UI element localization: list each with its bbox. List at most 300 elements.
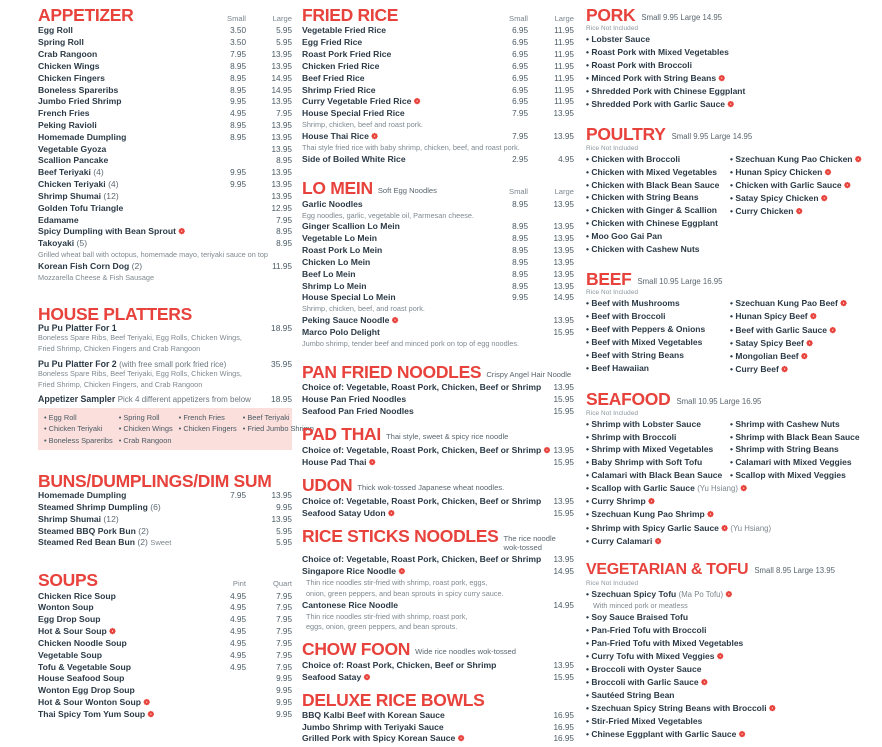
menu-item[interactable] <box>38 514 292 526</box>
menu-item[interactable] <box>302 566 574 578</box>
bullet-icon: • <box>586 205 589 216</box>
bullet-icon: • <box>586 418 589 429</box>
menu-item[interactable] <box>38 215 292 227</box>
item-name-text: Beef Fried Rice <box>302 72 365 83</box>
menu-item[interactable] <box>586 310 730 323</box>
section-title: CHOW FOON <box>302 639 411 660</box>
col-header-large: Large <box>272 14 292 23</box>
menu-item[interactable] <box>586 728 874 741</box>
menu-item[interactable] <box>730 166 874 179</box>
item-price: 15.95 <box>553 406 574 416</box>
menu-item[interactable] <box>586 456 730 469</box>
menu-item[interactable] <box>38 626 292 638</box>
item-price-large: 13.95 <box>271 168 292 178</box>
item-name <box>302 710 528 721</box>
menu-item[interactable] <box>730 310 874 323</box>
menu-item[interactable] <box>586 624 874 637</box>
bullet-icon: • <box>586 588 589 599</box>
menu-item[interactable] <box>586 663 874 676</box>
menu-item[interactable] <box>302 508 574 520</box>
menu-item[interactable] <box>586 508 874 521</box>
section-rice-sticks-noodles <box>302 527 574 632</box>
item-price-large: 13.95 <box>271 491 292 501</box>
item-price: 14.95 <box>553 600 574 610</box>
item-name <box>38 120 200 131</box>
menu-item[interactable] <box>302 281 574 293</box>
menu-item[interactable] <box>38 650 292 662</box>
sampler-item: • Egg Roll <box>44 413 77 423</box>
menu-item[interactable] <box>38 614 292 626</box>
menu-item[interactable] <box>730 456 874 469</box>
menu-item[interactable] <box>586 431 730 444</box>
item-price: 13.95 <box>553 660 574 670</box>
item-price: 16.95 <box>553 722 574 732</box>
menu-item[interactable] <box>586 611 874 624</box>
menu-item[interactable] <box>730 153 874 166</box>
menu-item[interactable] <box>38 49 292 61</box>
item-name-text: House Seafood Soup <box>38 673 125 684</box>
menu-item[interactable] <box>730 324 874 337</box>
pad-thai-items <box>302 445 574 469</box>
menu-item[interactable] <box>586 59 745 72</box>
menu-item[interactable] <box>730 192 874 205</box>
item-name-text: Curry Calamari <box>591 535 653 546</box>
sampler-item: • Boneless Spareribs <box>44 435 113 445</box>
seafood-items-full <box>586 482 874 548</box>
menu-item[interactable] <box>38 638 292 650</box>
item-qty: (4) <box>108 179 119 190</box>
menu-item[interactable] <box>586 637 874 650</box>
platter-item[interactable] <box>38 323 292 333</box>
menu-item[interactable] <box>38 697 292 709</box>
item-name-text: Szechuan Kung Pao Chicken <box>735 153 853 164</box>
rice-note: Rice Not Included <box>586 289 639 297</box>
menu-item[interactable] <box>38 144 292 156</box>
menu-item[interactable] <box>38 591 292 603</box>
menu-item[interactable] <box>586 482 874 495</box>
menu-item[interactable] <box>586 230 730 243</box>
menu-item[interactable] <box>586 689 874 702</box>
spicy-chili-icon: ❁ <box>801 351 808 361</box>
bullet-icon: • <box>586 47 589 58</box>
menu-item[interactable] <box>586 46 745 59</box>
section-subtitle: Thick wok-tossed Japanese wheat noodles. <box>357 483 505 493</box>
menu-item[interactable] <box>302 199 574 211</box>
item-name-text: Chinese Eggplant with Garlic Sauce <box>591 728 737 739</box>
col-header-large: Large <box>554 187 574 197</box>
item-name <box>302 327 482 338</box>
item-price-small: 2.95 <box>512 154 528 164</box>
spicy-chili-icon: ❁ <box>824 167 832 177</box>
item-price-large: 13.95 <box>271 132 292 142</box>
item-price-large: 7.95 <box>276 215 292 225</box>
menu-item[interactable] <box>38 602 292 614</box>
item-name-text: Beef with Broccoli <box>591 311 666 322</box>
menu-item[interactable] <box>586 522 874 535</box>
bullet-column <box>586 153 730 256</box>
item-price-small: 4.95 <box>230 615 246 625</box>
item-price-large: 13.95 <box>271 121 292 130</box>
menu-item[interactable] <box>586 204 730 217</box>
platter-item[interactable] <box>38 394 292 404</box>
menu-item[interactable] <box>586 243 730 256</box>
item-price-small: 8.95 <box>230 61 246 71</box>
menu-item[interactable] <box>586 217 730 230</box>
menu-item[interactable] <box>586 650 874 663</box>
menu-item[interactable] <box>730 350 874 363</box>
menu-item[interactable] <box>38 85 292 97</box>
menu-item[interactable] <box>586 153 730 166</box>
section-pan-fried-noodles <box>302 363 574 418</box>
menu-item[interactable] <box>730 418 874 431</box>
menu-item[interactable] <box>302 37 574 49</box>
item-name <box>38 203 200 214</box>
bullet-icon: • <box>586 624 589 635</box>
item-description: Shrimp, chicken, beef and roast pork. <box>302 120 423 129</box>
platter-item[interactable] <box>38 359 292 369</box>
menu-item[interactable] <box>730 205 874 218</box>
item-name <box>38 191 200 202</box>
menu-item[interactable] <box>38 537 292 549</box>
sampler-item: • Beef Teriyaki <box>242 413 290 423</box>
section-title: SEAFOOD <box>586 389 671 410</box>
sampler-item: • Chicken Wings <box>118 424 173 434</box>
menu-item[interactable] <box>38 502 292 514</box>
menu-item[interactable] <box>730 469 874 482</box>
menu-item[interactable] <box>302 445 574 457</box>
menu-item[interactable] <box>586 715 874 728</box>
menu-item[interactable] <box>302 710 574 722</box>
menu-item[interactable] <box>38 685 292 697</box>
item-name-text: Shrimp with Black Bean Sauce <box>735 431 860 442</box>
bullet-icon: • <box>730 206 733 217</box>
item-name-text: Seafood Pan Fried Noodles <box>302 405 414 416</box>
item-price-small: 4.95 <box>230 109 246 119</box>
menu-item[interactable] <box>38 37 292 49</box>
item-name <box>38 37 200 48</box>
menu-item[interactable] <box>302 73 574 85</box>
bullet-icon: • <box>730 180 733 190</box>
item-name <box>38 709 200 721</box>
menu-item[interactable] <box>38 526 292 538</box>
item-price-small: 6.95 <box>512 26 528 36</box>
menu-item[interactable] <box>302 269 574 281</box>
item-name <box>302 566 528 578</box>
item-name <box>38 238 200 249</box>
item-price-small: 7.95 <box>230 491 246 501</box>
menu-item[interactable] <box>586 535 874 548</box>
item-price-small: 8.95 <box>512 257 528 267</box>
item-name <box>38 614 200 625</box>
sampler-item: • Crab Rangoon <box>118 435 172 445</box>
spicy-chili-icon: ❁ <box>781 365 788 375</box>
item-name-text: Peking Sauce Noodle <box>302 315 390 326</box>
menu-item[interactable] <box>586 98 745 111</box>
menu-item[interactable] <box>730 297 874 310</box>
menu-item[interactable] <box>38 238 292 250</box>
item-name <box>302 445 550 457</box>
menu-item[interactable] <box>38 226 292 238</box>
menu-item[interactable] <box>302 25 574 37</box>
item-price-small: 8.95 <box>512 269 528 279</box>
item-price-large: 15.95 <box>553 327 574 337</box>
menu-item[interactable] <box>586 469 730 482</box>
item-price-small: 4.95 <box>230 650 246 660</box>
menu-item[interactable] <box>302 327 574 339</box>
item-name-text: Shrimp Fried Rice <box>302 84 376 95</box>
menu-item[interactable] <box>302 85 574 97</box>
menu-item[interactable] <box>586 85 745 98</box>
pork-items <box>586 33 874 111</box>
item-price-large: 13.95 <box>271 144 292 154</box>
item-name-text: BBQ Kalbi Beef with Korean Sauce <box>302 709 445 720</box>
platter-name: Pu Pu Platter For 1 <box>38 323 117 333</box>
menu-item[interactable] <box>586 166 730 179</box>
menu-item[interactable] <box>302 233 574 245</box>
spicy-chili-icon: ❁ <box>654 536 662 546</box>
menu-item[interactable] <box>586 179 730 192</box>
item-price-large: 13.95 <box>553 234 574 244</box>
item-price-small: 9.95 <box>230 97 246 107</box>
item-price-large: 11.95 <box>554 61 574 71</box>
item-name-text: Steamed BBQ Pork Bun <box>38 525 136 536</box>
item-note: (Yu Hsiang) <box>730 523 772 533</box>
menu-item[interactable] <box>38 167 292 179</box>
bullet-icon: • <box>586 676 589 687</box>
item-name <box>38 502 200 513</box>
menu-item[interactable] <box>38 25 292 37</box>
item-name <box>302 672 528 684</box>
section-subtitle: Crispy Angel Hair Noodle <box>486 369 572 379</box>
item-name-text: Vegetable Lo Mein <box>302 233 377 244</box>
menu-item[interactable] <box>302 108 574 120</box>
item-name <box>38 490 200 501</box>
menu-item[interactable] <box>38 709 292 721</box>
item-name-text: House Pad Thai <box>302 456 367 467</box>
item-name <box>302 269 482 280</box>
spicy-chili-icon: ❁ <box>109 627 116 637</box>
item-price-large: 14.95 <box>553 293 574 303</box>
menu-item[interactable] <box>38 61 292 73</box>
menu-item[interactable] <box>586 443 730 456</box>
section-subtitle: Soft Egg Noodles <box>377 186 437 196</box>
item-price-large: 13.95 <box>271 61 292 71</box>
item-price-large: 13.95 <box>553 257 574 267</box>
bullet-icon: • <box>586 192 589 203</box>
menu-item[interactable] <box>302 154 574 166</box>
bullet-icon: • <box>730 193 733 204</box>
menu-item[interactable] <box>38 108 292 120</box>
item-price-small: 8.95 <box>230 73 246 83</box>
menu-item[interactable] <box>302 61 574 73</box>
bullet-icon: • <box>242 413 246 423</box>
item-name-text: Garlic Noodles <box>302 198 363 209</box>
item-price-small: 3.50 <box>230 26 246 36</box>
item-qty: (6) <box>150 501 161 512</box>
item-description: Thin rice noodles stir-fried with shrimp, roast pork, <box>306 611 468 621</box>
menu-item[interactable] <box>302 49 574 61</box>
menu-item[interactable] <box>38 132 292 144</box>
menu-item[interactable] <box>302 131 574 143</box>
menu-item[interactable] <box>38 120 292 132</box>
menu-item[interactable] <box>38 261 292 273</box>
menu-item[interactable] <box>38 203 292 215</box>
appetizer-items <box>38 25 292 282</box>
menu-item[interactable] <box>302 245 574 257</box>
item-name <box>302 394 528 405</box>
item-name-text: House Thai Rice <box>302 130 369 141</box>
menu-item[interactable] <box>302 257 574 269</box>
item-name-text: Shrimp with Spicy Garlic Sauce <box>591 522 719 533</box>
menu-item[interactable] <box>302 600 574 612</box>
item-name-text: Curry Chicken <box>735 206 794 217</box>
menu-item[interactable] <box>730 431 874 444</box>
bullet-icon: • <box>586 298 589 309</box>
menu-item[interactable] <box>302 96 574 108</box>
menu-item[interactable] <box>586 297 730 310</box>
section-udon <box>302 476 574 519</box>
spicy-chili-icon: ❁ <box>391 316 399 326</box>
menu-item[interactable] <box>38 96 292 108</box>
item-price-large: 7.95 <box>276 650 292 660</box>
menu-item[interactable] <box>38 73 292 85</box>
item-name <box>302 37 482 48</box>
item-name-text: Hot & Sour Soup <box>38 626 107 637</box>
item-name-text: Soy Sauce Braised Tofu <box>591 611 689 622</box>
menu-item[interactable] <box>38 662 292 674</box>
spicy-chili-icon: ❁ <box>806 338 813 348</box>
menu-item[interactable] <box>302 660 574 672</box>
bullet-icon: • <box>586 231 589 242</box>
menu-item[interactable] <box>38 191 292 203</box>
item-name <box>302 25 482 36</box>
item-price: 16.95 <box>553 734 574 744</box>
item-name-text: Shrimp Shumai <box>38 190 102 201</box>
menu-item[interactable] <box>302 315 574 327</box>
item-name-text: Chicken with Cashew Nuts <box>591 244 700 255</box>
item-price-small: 4.95 <box>230 638 246 648</box>
menu-item[interactable] <box>730 443 874 456</box>
item-name-text: Scallop with Mixed Veggies <box>735 470 846 481</box>
item-name-text: Chicken Lo Mein <box>302 256 371 267</box>
menu-item[interactable] <box>302 406 574 418</box>
item-name-text: Shrimp with Cashew Nuts <box>735 418 840 429</box>
menu-item[interactable] <box>730 363 874 376</box>
menu-item[interactable] <box>38 673 292 685</box>
section-title: HOUSE PLATTERS <box>38 303 192 324</box>
section-beef <box>586 270 874 376</box>
item-name <box>302 49 482 60</box>
deluxe-items <box>302 710 574 745</box>
item-name <box>38 73 200 84</box>
item-name-text: Egg Roll <box>38 25 73 36</box>
item-name-text: Shrimp Lo Mein <box>302 280 367 291</box>
menu-item[interactable] <box>586 676 874 689</box>
bullet-icon: • <box>730 431 733 442</box>
bullet-icon: • <box>44 424 47 434</box>
bullet-icon: • <box>586 457 589 468</box>
menu-item[interactable] <box>586 362 730 375</box>
item-price-large: 5.95 <box>276 26 292 36</box>
item-price-large: 9.95 <box>276 698 292 708</box>
menu-item[interactable] <box>302 292 574 304</box>
menu-item[interactable] <box>586 349 730 362</box>
menu-item[interactable] <box>586 33 745 46</box>
menu-item[interactable] <box>302 554 574 566</box>
item-name-text: Hot & Sour Wonton Soup <box>38 697 141 708</box>
menu-item[interactable] <box>586 191 730 204</box>
spicy-chili-icon: ❁ <box>371 131 378 141</box>
item-note: (Yu Hsiang) <box>697 484 738 494</box>
bullet-icon: • <box>586 311 589 322</box>
menu-item[interactable] <box>586 418 730 431</box>
item-name-text: Chicken with Broccoli <box>591 153 681 164</box>
menu-item[interactable] <box>302 382 574 394</box>
menu-item[interactable] <box>586 336 730 349</box>
section-prices: Small 8.95 Large 13.95 <box>754 565 835 575</box>
platter-price: 35.95 <box>271 358 292 369</box>
item-name <box>302 733 528 745</box>
item-price-large: 7.95 <box>276 591 292 601</box>
section-poultry <box>586 125 874 256</box>
menu-item[interactable] <box>38 490 292 502</box>
menu-item[interactable] <box>586 495 874 508</box>
menu-item[interactable] <box>586 702 874 715</box>
item-name <box>302 496 541 507</box>
menu-item[interactable] <box>302 733 574 745</box>
bullet-icon: • <box>586 522 589 533</box>
item-name-text: Korean Fish Corn Dog <box>38 260 130 271</box>
item-name-text: Beef Lo Mein <box>302 268 356 279</box>
menu-item[interactable] <box>730 337 874 350</box>
section-deluxe-rice-bowls <box>302 691 574 745</box>
item-name <box>38 662 200 673</box>
menu-item[interactable] <box>302 496 574 508</box>
item-price-large: 13.95 <box>271 514 292 524</box>
item-name-text: Tofu & Vegetable Soup <box>38 661 131 672</box>
item-name-text: Szechuan Kung Pao Shrimp <box>591 509 705 520</box>
item-price-large: 13.95 <box>271 97 292 107</box>
item-name-text: Peking Ravioli <box>38 120 97 130</box>
bullet-column <box>730 153 874 256</box>
section-pad-thai <box>302 425 574 468</box>
item-name-text: Shrimp with Broccoli <box>591 431 677 442</box>
item-price-large: 8.95 <box>276 239 292 249</box>
menu-item[interactable] <box>586 72 745 85</box>
item-price: 16.95 <box>553 710 574 720</box>
menu-item[interactable] <box>38 155 292 167</box>
menu-item[interactable] <box>302 394 574 406</box>
menu-item[interactable] <box>586 323 730 336</box>
menu-item[interactable] <box>302 457 574 469</box>
menu-item[interactable] <box>302 722 574 734</box>
item-price-large: 7.95 <box>276 615 292 625</box>
item-price-large: 13.95 <box>271 50 292 60</box>
menu-item[interactable] <box>38 179 292 191</box>
vegetarian-items <box>586 588 874 741</box>
spicy-chili-icon: ❁ <box>844 181 851 190</box>
menu-item[interactable] <box>302 221 574 233</box>
menu-item[interactable] <box>730 179 874 192</box>
menu-item[interactable] <box>302 672 574 684</box>
item-description: onion, green peppers, and bean sprouts in spicy curry sauce. <box>306 588 504 598</box>
item-name <box>302 154 482 165</box>
section-lo-mein <box>302 179 574 348</box>
platter-name: Pu Pu Platter For 2 (with free small pork fried rice) <box>38 358 227 369</box>
item-price-large: 7.95 <box>276 109 292 119</box>
menu-item[interactable] <box>586 588 874 601</box>
item-price: 15.95 <box>553 508 574 518</box>
